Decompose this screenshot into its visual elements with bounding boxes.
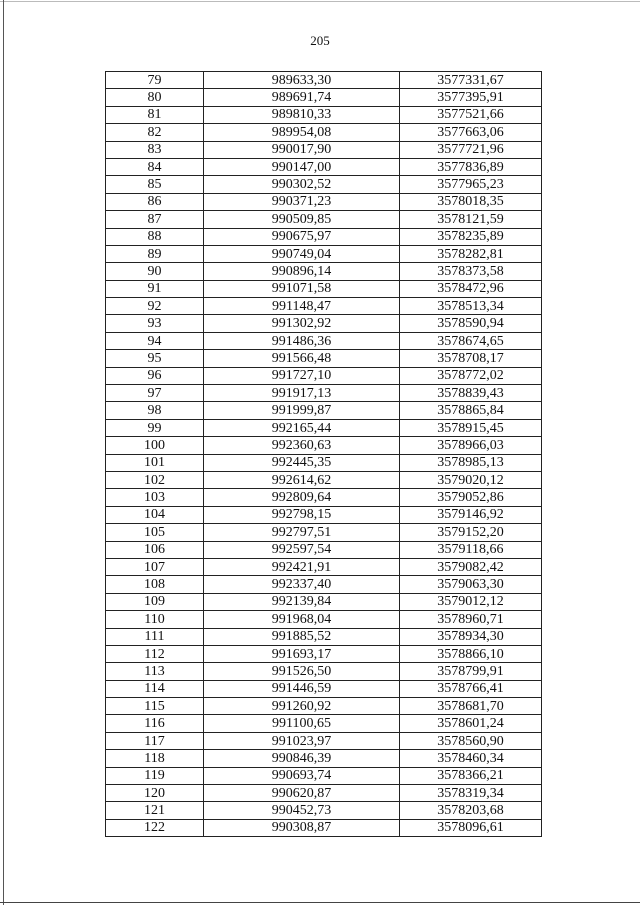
point-number-cell: 105: [106, 524, 204, 541]
point-number-cell: 96: [106, 367, 204, 384]
x-coordinate-cell: 991917,13: [204, 385, 400, 402]
y-coordinate-cell: 3577395,91: [400, 89, 542, 106]
y-coordinate-cell: 3578601,24: [400, 715, 542, 732]
y-coordinate-cell: 3578366,21: [400, 767, 542, 784]
point-number-cell: 93: [106, 315, 204, 332]
coordinates-table: [105, 71, 542, 837]
page-number: 205: [310, 33, 330, 48]
x-coordinate-cell: 990452,73: [204, 802, 400, 819]
y-coordinate-cell: 3578839,43: [400, 385, 542, 402]
point-number-cell: 82: [106, 124, 204, 141]
table-row: [106, 315, 542, 332]
y-coordinate-cell: 3578018,35: [400, 193, 542, 210]
x-coordinate-cell: 991071,58: [204, 280, 400, 297]
table-row: [106, 524, 542, 541]
point-number-cell: 120: [106, 785, 204, 802]
x-coordinate-cell: 991885,52: [204, 628, 400, 645]
y-coordinate-cell: 3578235,89: [400, 228, 542, 245]
x-coordinate-cell: 990308,87: [204, 819, 400, 836]
y-coordinate-cell: 3578590,94: [400, 315, 542, 332]
x-coordinate-cell: 991260,92: [204, 698, 400, 715]
table-row: [106, 124, 542, 141]
table-row: [106, 645, 542, 662]
y-coordinate-cell: 3579082,42: [400, 558, 542, 575]
point-number-cell: 113: [106, 663, 204, 680]
y-coordinate-cell: 3578772,02: [400, 367, 542, 384]
y-coordinate-cell: 3578373,58: [400, 263, 542, 280]
x-coordinate-cell: 991486,36: [204, 332, 400, 349]
table-row: [106, 663, 542, 680]
point-number-cell: 115: [106, 698, 204, 715]
point-number-cell: 111: [106, 628, 204, 645]
table-row: [106, 454, 542, 471]
table-row: [106, 767, 542, 784]
table-row: [106, 471, 542, 488]
table-row: [106, 385, 542, 402]
y-coordinate-cell: 3579063,30: [400, 576, 542, 593]
table-row: [106, 367, 542, 384]
point-number-cell: 98: [106, 402, 204, 419]
x-coordinate-cell: 991693,17: [204, 645, 400, 662]
point-number-cell: 92: [106, 298, 204, 315]
point-number-cell: 94: [106, 332, 204, 349]
x-coordinate-cell: 990302,52: [204, 176, 400, 193]
point-number-cell: 100: [106, 437, 204, 454]
x-coordinate-cell: 990509,85: [204, 211, 400, 228]
point-number-cell: 86: [106, 193, 204, 210]
x-coordinate-cell: 991446,59: [204, 680, 400, 697]
x-coordinate-cell: 991526,50: [204, 663, 400, 680]
y-coordinate-cell: 3579020,12: [400, 471, 542, 488]
page-bottom-edge: [0, 902, 640, 903]
y-coordinate-cell: 3578960,71: [400, 611, 542, 628]
point-number-cell: 107: [106, 558, 204, 575]
y-coordinate-cell: 3578985,13: [400, 454, 542, 471]
x-coordinate-cell: 991023,97: [204, 732, 400, 749]
point-number-cell: 80: [106, 89, 204, 106]
table-row: [106, 106, 542, 123]
y-coordinate-cell: 3579118,66: [400, 541, 542, 558]
table-row: [106, 785, 542, 802]
point-number-cell: 117: [106, 732, 204, 749]
point-number-cell: 79: [106, 72, 204, 89]
y-coordinate-cell: 3578203,68: [400, 802, 542, 819]
x-coordinate-cell: 991100,65: [204, 715, 400, 732]
x-coordinate-cell: 992139,84: [204, 593, 400, 610]
point-number-cell: 88: [106, 228, 204, 245]
x-coordinate-cell: 992421,91: [204, 558, 400, 575]
table-row: [106, 680, 542, 697]
x-coordinate-cell: 990147,00: [204, 158, 400, 175]
x-coordinate-cell: 990620,87: [204, 785, 400, 802]
x-coordinate-cell: 992798,15: [204, 506, 400, 523]
table-row: [106, 419, 542, 436]
y-coordinate-cell: 3578866,10: [400, 645, 542, 662]
x-coordinate-cell: 990371,23: [204, 193, 400, 210]
x-coordinate-cell: 992360,63: [204, 437, 400, 454]
table-row: [106, 176, 542, 193]
y-coordinate-cell: 3578674,65: [400, 332, 542, 349]
point-number-cell: 90: [106, 263, 204, 280]
x-coordinate-cell: 991566,48: [204, 350, 400, 367]
y-coordinate-cell: 3577965,23: [400, 176, 542, 193]
x-coordinate-cell: 990749,04: [204, 245, 400, 262]
y-coordinate-cell: 3578560,90: [400, 732, 542, 749]
table-row: [106, 489, 542, 506]
point-number-cell: 122: [106, 819, 204, 836]
table-row: [106, 698, 542, 715]
point-number-cell: 95: [106, 350, 204, 367]
point-number-cell: 119: [106, 767, 204, 784]
table-row: [106, 245, 542, 262]
x-coordinate-cell: 990675,97: [204, 228, 400, 245]
x-coordinate-cell: 992614,62: [204, 471, 400, 488]
y-coordinate-cell: 3577836,89: [400, 158, 542, 175]
x-coordinate-cell: 992445,35: [204, 454, 400, 471]
y-coordinate-cell: 3578934,30: [400, 628, 542, 645]
point-number-cell: 101: [106, 454, 204, 471]
x-coordinate-cell: 990846,39: [204, 750, 400, 767]
y-coordinate-cell: 3578513,34: [400, 298, 542, 315]
table-row: [106, 158, 542, 175]
table-row: [106, 141, 542, 158]
point-number-cell: 81: [106, 106, 204, 123]
point-number-cell: 87: [106, 211, 204, 228]
y-coordinate-cell: 3578282,81: [400, 245, 542, 262]
point-number-cell: 102: [106, 471, 204, 488]
point-number-cell: 116: [106, 715, 204, 732]
point-number-cell: 121: [106, 802, 204, 819]
y-coordinate-cell: 3577721,96: [400, 141, 542, 158]
point-number-cell: 118: [106, 750, 204, 767]
table-row: [106, 611, 542, 628]
y-coordinate-cell: 3578799,91: [400, 663, 542, 680]
point-number-cell: 108: [106, 576, 204, 593]
table-row: [106, 576, 542, 593]
table-row: [106, 350, 542, 367]
x-coordinate-cell: 990017,90: [204, 141, 400, 158]
point-number-cell: 106: [106, 541, 204, 558]
x-coordinate-cell: 992809,64: [204, 489, 400, 506]
table-row: [106, 402, 542, 419]
x-coordinate-cell: 991999,87: [204, 402, 400, 419]
point-number-cell: 85: [106, 176, 204, 193]
table-row: [106, 211, 542, 228]
x-coordinate-cell: 991302,92: [204, 315, 400, 332]
point-number-cell: 112: [106, 645, 204, 662]
table-row: [106, 72, 542, 89]
y-coordinate-cell: 3578915,45: [400, 419, 542, 436]
y-coordinate-cell: 3578460,34: [400, 750, 542, 767]
point-number-cell: 109: [106, 593, 204, 610]
table-row: [106, 228, 542, 245]
table-row: [106, 193, 542, 210]
coordinates-table-body: [106, 72, 542, 837]
point-number-cell: 89: [106, 245, 204, 262]
x-coordinate-cell: 992597,54: [204, 541, 400, 558]
y-coordinate-cell: 3578681,70: [400, 698, 542, 715]
y-coordinate-cell: 3578319,34: [400, 785, 542, 802]
table-row: [106, 263, 542, 280]
table-row: [106, 819, 542, 836]
y-coordinate-cell: 3579152,20: [400, 524, 542, 541]
x-coordinate-cell: 992797,51: [204, 524, 400, 541]
y-coordinate-cell: 3579052,86: [400, 489, 542, 506]
table-row: [106, 628, 542, 645]
y-coordinate-cell: 3577663,06: [400, 124, 542, 141]
page-left-edge: [3, 0, 4, 905]
point-number-cell: 97: [106, 385, 204, 402]
table-row: [106, 541, 542, 558]
y-coordinate-cell: 3578766,41: [400, 680, 542, 697]
point-number-cell: 104: [106, 506, 204, 523]
y-coordinate-cell: 3577521,66: [400, 106, 542, 123]
table-row: [106, 437, 542, 454]
table-row: [106, 280, 542, 297]
table-row: [106, 732, 542, 749]
point-number-cell: 91: [106, 280, 204, 297]
x-coordinate-cell: 989810,33: [204, 106, 400, 123]
y-coordinate-cell: 3578865,84: [400, 402, 542, 419]
page-top-edge: [0, 1, 640, 2]
y-coordinate-cell: 3579146,92: [400, 506, 542, 523]
x-coordinate-cell: 989954,08: [204, 124, 400, 141]
point-number-cell: 99: [106, 419, 204, 436]
point-number-cell: 103: [106, 489, 204, 506]
table-row: [106, 802, 542, 819]
y-coordinate-cell: 3578472,96: [400, 280, 542, 297]
x-coordinate-cell: 991727,10: [204, 367, 400, 384]
table-row: [106, 506, 542, 523]
x-coordinate-cell: 989633,30: [204, 72, 400, 89]
point-number-cell: 110: [106, 611, 204, 628]
x-coordinate-cell: 991148,47: [204, 298, 400, 315]
y-coordinate-cell: 3579012,12: [400, 593, 542, 610]
table-row: [106, 715, 542, 732]
x-coordinate-cell: 990693,74: [204, 767, 400, 784]
table-row: [106, 298, 542, 315]
y-coordinate-cell: 3577331,67: [400, 72, 542, 89]
point-number-cell: 83: [106, 141, 204, 158]
table-row: [106, 89, 542, 106]
table-row: [106, 558, 542, 575]
table-row: [106, 332, 542, 349]
y-coordinate-cell: 3578121,59: [400, 211, 542, 228]
x-coordinate-cell: 991968,04: [204, 611, 400, 628]
point-number-cell: 114: [106, 680, 204, 697]
point-number-cell: 84: [106, 158, 204, 175]
y-coordinate-cell: 3578708,17: [400, 350, 542, 367]
y-coordinate-cell: 3578096,61: [400, 819, 542, 836]
table-row: [106, 593, 542, 610]
x-coordinate-cell: 990896,14: [204, 263, 400, 280]
x-coordinate-cell: 992165,44: [204, 419, 400, 436]
x-coordinate-cell: 989691,74: [204, 89, 400, 106]
y-coordinate-cell: 3578966,03: [400, 437, 542, 454]
table-row: [106, 750, 542, 767]
x-coordinate-cell: 992337,40: [204, 576, 400, 593]
